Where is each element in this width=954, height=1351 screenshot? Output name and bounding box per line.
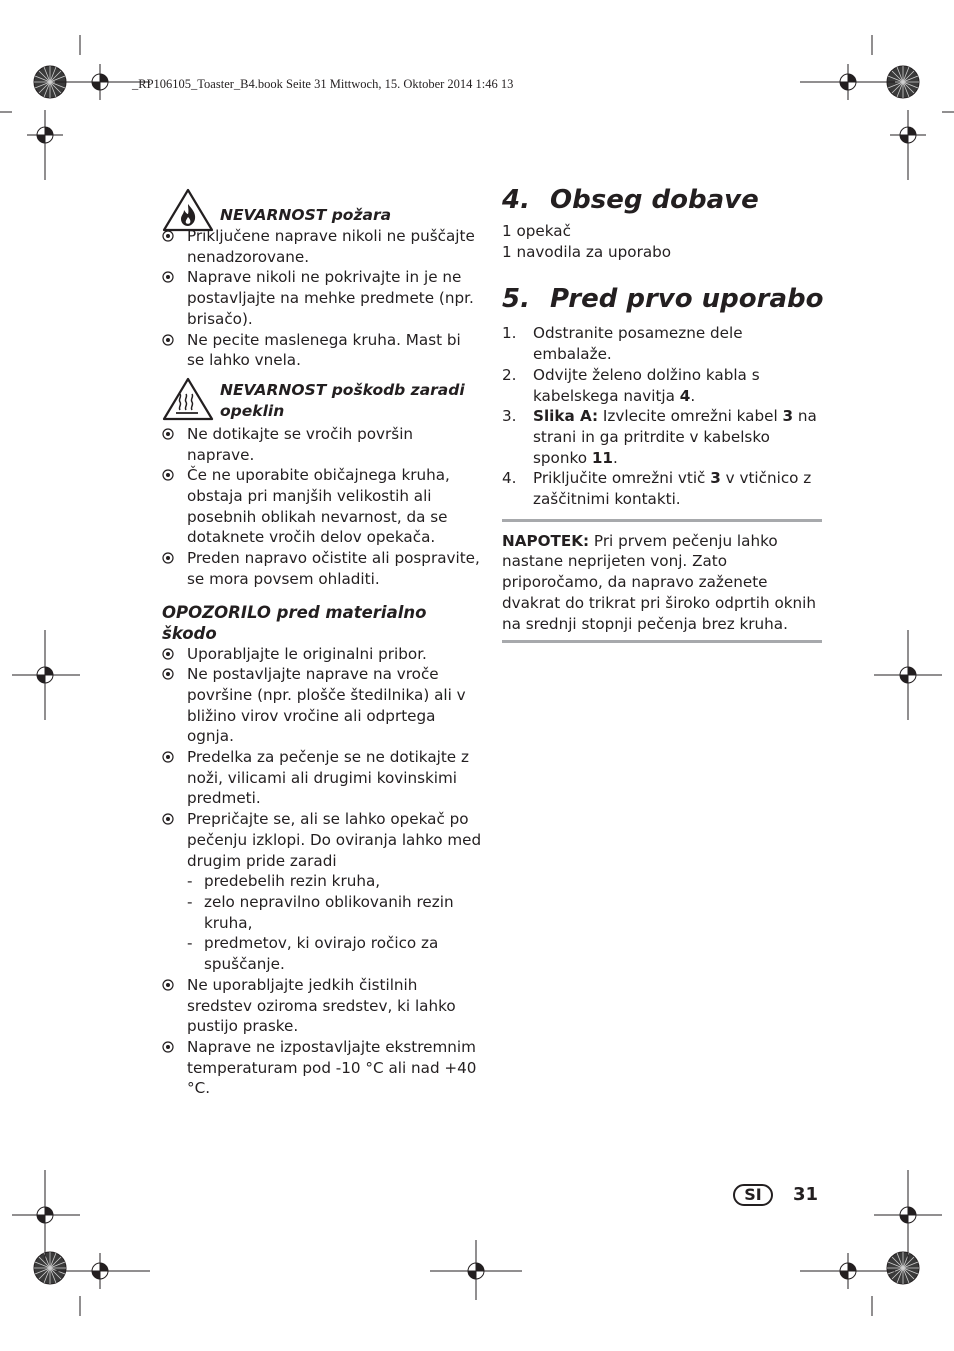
bullet-text: Ne pecite maslenega kruha. Mast bi se lahko vnela. xyxy=(187,330,461,370)
step-number: 1. xyxy=(502,324,517,343)
dash-mark: - xyxy=(187,892,193,911)
bullet-text: Ne uporabljajte jedkih čistilnih sredstev oziroma sredstev, ki lahko pustijo praske. xyxy=(187,975,456,1036)
bullet-item xyxy=(162,1037,482,1099)
step-number: 3. xyxy=(502,407,517,426)
dash-mark: - xyxy=(187,934,193,953)
bullet-icon xyxy=(162,428,174,440)
bullet-icon xyxy=(162,668,174,680)
bullet-icon xyxy=(162,648,174,660)
bullet-text: Ne postavljajte naprave na vroče površine (npr. plošče štedilnika) ali v bližino virov vročine ali odprtega ognja. xyxy=(187,665,466,746)
bullet-item xyxy=(162,809,482,871)
bullet-item xyxy=(162,975,482,1037)
step-item xyxy=(502,323,822,364)
burn-warning-heading: NEVARNOST poškodb zaradi opeklin xyxy=(220,380,465,420)
step-text: . xyxy=(612,448,618,467)
bullet-item xyxy=(162,747,482,809)
section-title-text: Obseg dobave xyxy=(550,185,759,215)
bullet-item xyxy=(162,330,482,371)
bullet-icon xyxy=(162,979,174,991)
burn-warning-block xyxy=(162,380,482,424)
hot-surface-warning-icon xyxy=(162,376,214,422)
bullet-item xyxy=(162,664,482,747)
bullet-text: Ne dotikajte se vročih površin naprave. xyxy=(187,424,414,464)
part-reference: 3 xyxy=(782,407,794,426)
bullet-text: Naprave nikoli ne pokrivajte in je ne postavljajte na mehke predmete (npr. brisačo). xyxy=(187,268,474,328)
bullet-icon xyxy=(162,751,174,763)
bullet-text: Preden napravo očistite ali pospravite, se mora povsem ohladiti. xyxy=(187,549,480,588)
section-number: 5. xyxy=(502,284,530,315)
sub-list-text: predmetov, ki ovirajo ročico za spuščanje. xyxy=(204,934,439,974)
bullet-icon xyxy=(162,334,174,346)
step-item xyxy=(502,406,822,468)
section-4-title xyxy=(502,184,822,216)
bullet-text: Predelka za pečenje se ne dotikajte z noži, vilicami ali drugimi kovinskimi predmeti. xyxy=(187,748,469,808)
note-text: Pri prvem pečenju lahko nastane neprijeten vonj. Zato priporočamo, da napravo zaženete dvakrat do trikrat pri široko odprtih oknih na srednji stopnji pečenja brez kruha. xyxy=(502,531,817,633)
part-reference: 4 xyxy=(679,386,691,405)
bullet-item xyxy=(162,226,482,267)
sub-list-item xyxy=(162,871,482,892)
sub-list-text: predebelih rezin kruha, xyxy=(204,872,381,891)
step-item xyxy=(502,365,822,406)
part-reference: 11 xyxy=(591,448,613,467)
language-badge: SI xyxy=(733,1184,773,1206)
bullet-text: Priključene naprave nikoli ne puščajte nenadzorovane. xyxy=(187,227,475,266)
step-text: na strani in ga pritrdite v kabelsko sponko xyxy=(533,407,817,467)
bullet-item xyxy=(162,267,482,329)
bullet-icon xyxy=(162,552,174,564)
delivery-item: 1 opekač xyxy=(502,222,571,240)
step-text: . xyxy=(690,386,696,405)
step-number: 2. xyxy=(502,365,517,384)
print-header: _RP106105_Toaster_B4.book Seite 31 Mittwoch, 15. Oktober 2014 1:46 13 xyxy=(132,77,514,91)
step-text: v vtičnico z zaščitnimi kontakti. xyxy=(533,469,812,509)
sub-list-text: zelo nepravilno oblikovanih rezin kruha, xyxy=(204,892,454,932)
bullet-item xyxy=(162,465,482,548)
step-number: 4. xyxy=(502,469,517,488)
right-column xyxy=(502,184,822,643)
bullet-text: Če ne uporabite običajnega kruha, obstaja pri manjših velikostih ali posebnih oblikah nevarnost, da se dotaknete vročih delov opekača. xyxy=(187,466,450,547)
step-text: Priključite omrežni vtič xyxy=(533,469,711,488)
bullet-icon xyxy=(162,271,174,283)
step-text: Odvijte želeno dolžino kabla s kabelskega navitja xyxy=(533,365,760,405)
sub-list-item xyxy=(162,933,482,974)
bullet-item xyxy=(162,424,482,465)
dash-mark: - xyxy=(187,872,193,891)
left-column xyxy=(162,205,482,1099)
sub-list-item xyxy=(162,892,482,933)
bullet-icon xyxy=(162,1041,174,1053)
delivery-item: 1 navodila za uporabo xyxy=(502,242,672,261)
bullet-text: Uporabljajte le originalni pribor. xyxy=(187,644,427,663)
section-title-text: Pred prvo uporabo xyxy=(550,284,824,315)
section-number: 4. xyxy=(502,185,530,215)
figure-label: Slika A: xyxy=(533,407,599,426)
bullet-icon xyxy=(162,813,174,825)
fire-warning-heading: NEVARNOST požara xyxy=(220,206,392,224)
bullet-icon xyxy=(162,230,174,242)
bullet-icon xyxy=(162,469,174,481)
property-warning-heading: OPOZORILO pred materialno škodo xyxy=(162,602,427,643)
step-text: Odstranite posamezne dele embalaže. xyxy=(533,324,743,364)
section-5-title xyxy=(502,283,822,315)
note-label: NAPOTEK: xyxy=(502,531,590,550)
step-item xyxy=(502,468,822,509)
note-box xyxy=(502,519,822,644)
bullet-item xyxy=(162,548,482,589)
bullet-item xyxy=(162,644,482,665)
step-text: Izvlecite omrežni kabel xyxy=(598,407,783,426)
part-reference: 3 xyxy=(710,469,721,488)
bullet-text: Naprave ne izpostavljajte ekstremnim temperaturam pod -10 °C ali nad +40 °C. xyxy=(187,1037,477,1098)
bullet-text: Prepričajte se, ali se lahko opekač po pečenju izklopi. Do oviranja lahko med drugim pride zaradi xyxy=(187,810,482,870)
page-number: 31 xyxy=(793,1184,819,1205)
